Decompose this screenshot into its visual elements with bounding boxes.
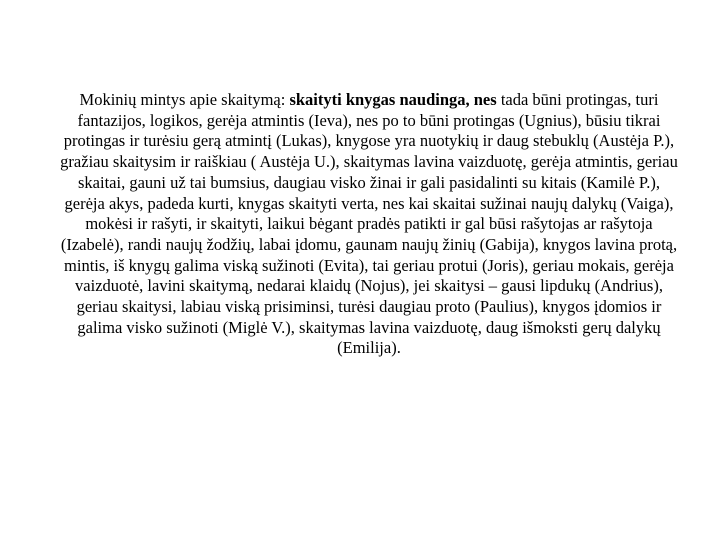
student-thoughts-paragraph <box>58 90 680 359</box>
intro-text: Mokinių mintys apie skaitymą: <box>79 90 290 109</box>
bold-statement: skaityti knygas naudinga, nes <box>289 90 497 109</box>
body-text: tada būni protingas, turi fantazijos, logikos, gerėja atmintis (Ieva), nes po to būni protingas (Ugnius), būsiu tikrai protingas ir turėsiu gerą atmintį (Lukas), knygose yra nuotykių ir daug stebuklų (Austėja P.), gražiau skaitysim ir raiškiau ( Austėja U.), skaitymas lavina vaizduotę, gerėja atmintis, geriau skaitai, gauni už tai bumsius, daugiau visko žinai ir gali pasidalinti su kitais (Kamilė P.), gerėja akys, padeda kurti, knygas skaityti verta, nes kai skaitai sužinai naujų dalykų (Vaiga), mokėsi ir rašyti, ir skaityti, laikui bėgant pradės patikti ir gal būsi rašytojas ar rašytoja (Izabelė), randi naujų žodžių, labai įdomu, gaunam naujų žinių (Gabija), knygos lavina protą, mintis, iš knygų galima viską sužinoti (Evita), tai geriau protui (Joris), geriau mokais, gerėja vaizduotė, lavini skaitymą, nedarai klaidų (Nojus), jei skaitysi – gausi lipdukų (Andrius), geriau skaitysi, labiau viską prisiminsi, turėsi daugiau proto (Paulius), knygos įdomios ir galima visko sužinoti (Miglė V.), skaitymas lavina vaizduotę, daug išmoksti gerų dalykų (Emilija). <box>60 90 678 358</box>
